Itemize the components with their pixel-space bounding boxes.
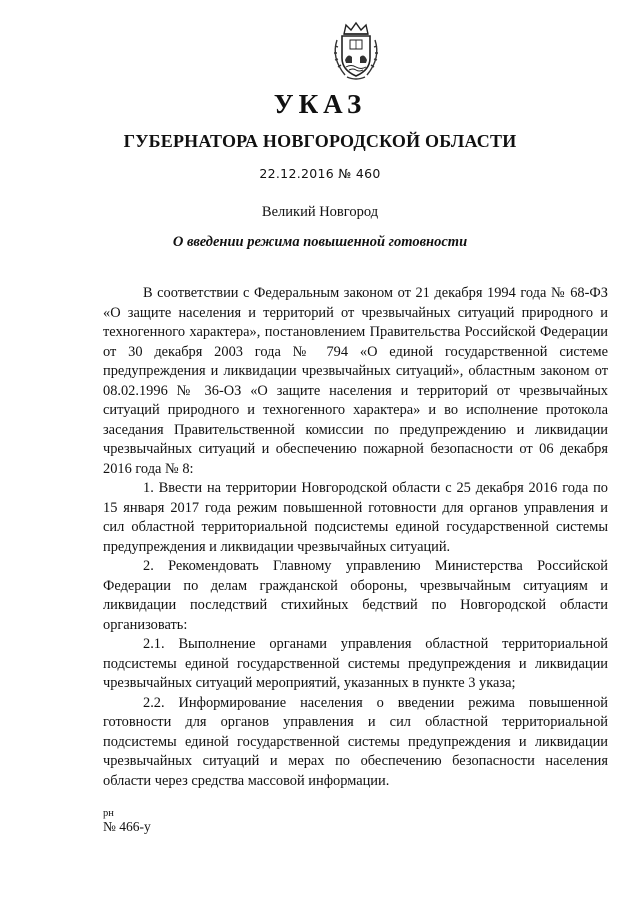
city-name: Великий Новгород	[261, 204, 379, 220]
issuer-title: ГУБЕРНАТОРА НОВГОРОДСКОЙ ОБЛАСТИ	[123, 131, 517, 151]
footer-mark: рн	[103, 808, 114, 819]
registration-footer	[103, 808, 151, 834]
clause-2-1-paragraph: 2.1. Выполнение органами управления областной территориальной подсистемы единой государственной системы предупреждения и ликвидации чрезвычайных ситуаций мероприятий, указанных в пункте 3 указа;	[103, 636, 608, 691]
document-type-title: УКАЗ	[273, 89, 367, 119]
registration-number: № 466-у	[103, 819, 151, 834]
decree-body	[103, 284, 608, 791]
clause-2-2-paragraph: 2.2. Информирование населения о введении режима повышенной готовности для органов управления и сил областной территориальной подсистемы единой государственной системы предупреждения и ликвидации чрезвычайных ситуаций и мерах по обеспечению безопасности населения области через средства массовой информации.	[103, 694, 608, 789]
clause-2-paragraph: 2. Рекомендовать Главному управлению Министерства Российской Федерации по делам гражданской обороны, чрезвычайным ситуациям и ликвидации последствий стихийных бедствий по Новгородской области организовать:	[103, 558, 608, 633]
preamble-paragraph: В соответствии с Федеральным законом от 21 декабря 1994 года № 68-ФЗ «О защите населения и территорий от чрезвычайных ситуаций природного и техногенного характера», постановлением Правительства Российской Федерации от 30 декабря 2003 года № 794 «О единой государственной системе предупреждения и ликвидации чрезвычайных ситуаций», областным законом от 08.02.1996 № 36-ОЗ «О защите населения и территорий от чрезвычайных ситуаций природного и техногенного характера» и во исполнение протокола заседания Правительственной комиссии по предупреждению и ликвидации чрезвычайных ситуаций и обеспечению пожарной безопасности от 06 декабря 2016 года № 8:	[103, 285, 608, 477]
novgorod-coat-of-arms-icon	[325, 20, 387, 82]
clause-1-paragraph: 1. Ввести на территории Новгородской области с 25 декабря 2016 года по 15 января 2017 года режим повышенной готовности для органов управления и сил областной территориальной подсистемы единой государственной системы предупреждения и ликвидации чрезвычайных ситуаций.	[103, 480, 608, 555]
date-number: 22.12.2016 № 460	[259, 166, 381, 181]
decree-subject: О введении режима повышенной готовности	[172, 234, 468, 250]
